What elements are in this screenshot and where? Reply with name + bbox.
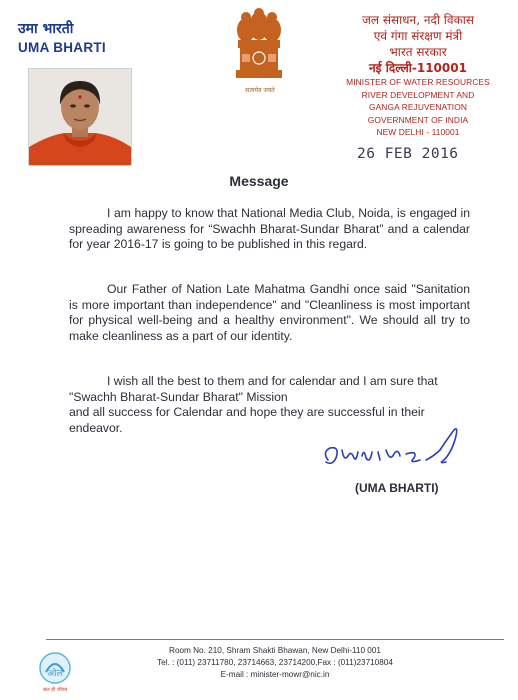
- minister-name-hindi: उमा भारती: [18, 21, 74, 37]
- office-english-line: MINISTER OF WATER RESOURCES: [346, 77, 490, 87]
- message-paragraph: [69, 206, 470, 253]
- office-english-line: NEW DELHI - 110001: [376, 127, 460, 137]
- office-english-line: RIVER DEVELOPMENT AND: [361, 89, 475, 100]
- footer-email: E-mail : minister-mowr@nic.in: [220, 670, 330, 679]
- handwritten-signature: [318, 420, 478, 480]
- office-hindi-line: जल संसाधन, नदी विकास: [361, 13, 475, 27]
- emblem-motto: सत्यमेव जयते: [245, 87, 275, 94]
- paragraph-text: Our Father of Nation Late Mahatma Gandhi once said "Sanitation is more important than independence" and "Cleanliness is most important for physical well-being and a healthy environment". We should all try to make cleanliness as a part of our identity.: [69, 282, 470, 343]
- letter-date: 26 FEB 2016: [357, 146, 459, 162]
- office-hindi-line: एवं गंगा संरक्षण मंत्री: [373, 29, 463, 43]
- ministry-logo: [38, 650, 72, 694]
- minister-name-english: UMA BHARTI: [18, 40, 106, 55]
- footer-phone: Tel. : (011) 23711780, 23714663, 23714200,Fax : (011)23710804: [157, 658, 393, 667]
- message-title: Message: [229, 173, 289, 189]
- contact-details: [110, 645, 440, 681]
- paragraph-line: and all success for Calendar and hope they are successful in their endeavor.: [69, 405, 425, 435]
- office-english-line: GANGA REJUVENATION: [369, 102, 467, 112]
- minister-photo: [28, 68, 132, 166]
- office-hindi-line: भारत सरकार: [389, 45, 447, 59]
- footer-divider: [46, 639, 504, 640]
- office-hindi-line: नई दिल्ली-110001: [369, 61, 467, 75]
- signatory-name: (UMA BHARTI): [355, 481, 439, 495]
- logo-text: ओल: [47, 669, 63, 679]
- paragraph-line: [69, 374, 470, 405]
- paragraph-text: I wish all the best to them and for calendar and I am sure that "Swachh Bharat-Sundar Bharat" Mission: [69, 374, 438, 404]
- footer-address: Room No. 210, Shram Shakti Bhawan, New Delhi-110 001: [169, 646, 381, 655]
- message-paragraph: [69, 282, 470, 344]
- office-letterhead: [328, 12, 508, 139]
- paragraph-text: I am happy to know that National Media Club, Noida, is engaged in spreading awareness for “Swachh Bharat-Sundar Bharat” and a calendar for year 2016-17 is going to be published in this regard.: [69, 206, 470, 252]
- office-english-line: GOVERNMENT OF INDIA: [367, 114, 469, 125]
- logo-subtext: जल ही जीवन: [42, 687, 68, 693]
- national-emblem: [232, 8, 286, 90]
